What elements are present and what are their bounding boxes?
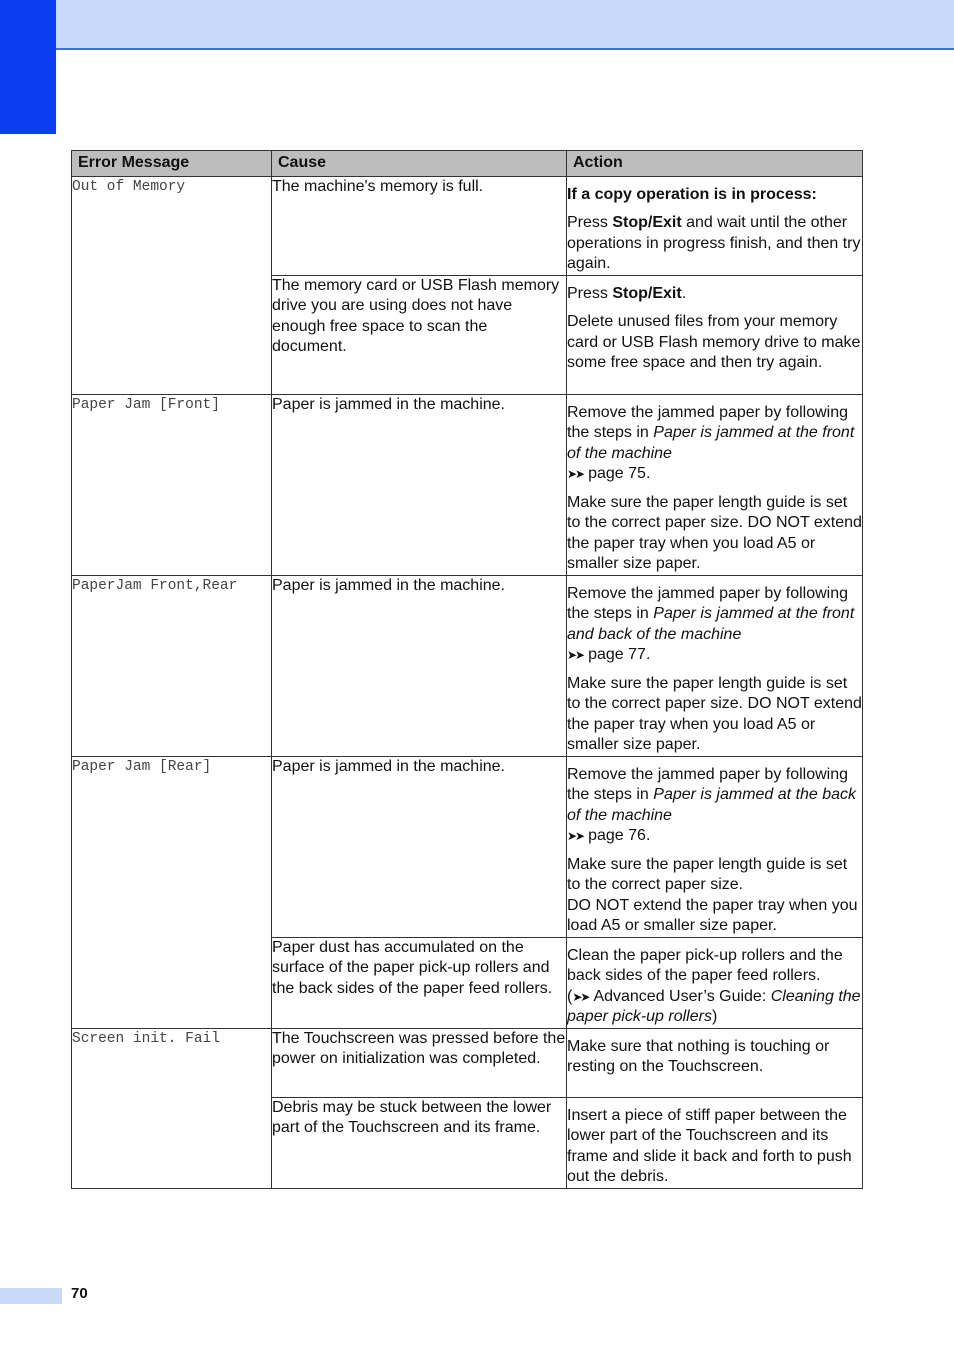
cause-cell: The machine's memory is full. [272,176,567,275]
action-text [567,403,862,485]
action-text [567,584,862,666]
cause-cell: Debris may be stuck between the lower part of the Touchscreen and its frame. [272,1097,567,1188]
cause-cell: The Touchscreen was pressed before the power on initialization was completed. [272,1028,567,1097]
error-message-cell: Out of Memory [72,176,272,394]
guide-arrow-icon: ➤➤ [572,989,589,1004]
cause-cell: Paper dust has accumulated on the surface of the paper pick-up rollers and the back sides of the paper feed rollers. [272,937,567,1028]
error-message-cell: Screen init. Fail [72,1028,272,1188]
action-line: Make sure the paper length guide is set to the correct paper size. [567,855,848,893]
action-rest: and wait until the other operations in progress finish, and then try again. [567,214,861,272]
page-arrow-icon: ➤➤ [567,648,584,662]
cause-cell: Paper is jammed in the machine. [272,394,567,575]
header-band [56,0,954,50]
action-cell [567,394,863,575]
action-text: Delete unused files from your memory card or USB Flash memory drive to make some free space and then try again. [567,313,861,371]
cause-cell: Paper is jammed in the machine. [272,575,567,756]
cross-reference: Paper is jammed at the front of the machine [567,424,855,462]
action-text [567,765,862,847]
action-cell [567,176,863,275]
action-press: Press [567,284,613,302]
action-cell [567,756,863,937]
footer-bar [0,1288,62,1304]
action-text: Insert a piece of stiff paper between the lower part of the Touchscreen and its frame and slide it back and forth to push out the debris. [567,1106,852,1185]
chapter-tab [0,0,56,134]
header-cause: Cause [272,151,567,177]
header-action: Action [567,151,863,177]
cross-reference: Cleaning the paper pick-up rollers [567,987,861,1025]
table-row [72,1028,863,1097]
page-reference: page 75. [588,465,651,482]
action-pre: Clean the paper pick-up rollers and the back sides of the paper feed rollers. ( [567,946,843,1005]
action-cell [567,1097,863,1188]
cross-reference: Paper is jammed at the back of the machine [567,786,857,824]
action-pre: Remove the jammed paper by following the steps in [567,584,849,622]
cause-cell: Paper is jammed in the machine. [272,756,567,937]
action-cell [567,1028,863,1097]
cross-reference: Paper is jammed at the front and back of the machine [567,605,855,643]
table-row [72,756,863,937]
table-row [72,575,863,756]
table-row [72,176,863,275]
action-text: Make sure that nothing is touching or resting on the Touchscreen. [567,1037,830,1075]
header-error-message: Error Message [72,151,272,177]
action-press: Press [567,214,613,231]
action-text: Make sure the paper length guide is set to the correct paper size. DO NOT extend the paper tray when you load A5 or smaller size paper. [567,674,862,753]
cause-cell: The memory card or USB Flash memory drive you are using does not have enough free space to scan the document. [272,275,567,394]
action-cell [567,937,863,1028]
action-text [567,946,862,1028]
guide-reference: Advanced User’s Guide: [593,987,771,1005]
action-pre: Remove the jammed paper by following the steps in [567,765,849,803]
action-text [567,855,862,937]
action-pre: Remove the jammed paper by following the steps in [567,403,849,441]
action-end: ) [711,1008,718,1025]
action-cell [567,275,863,394]
action-text: Make sure the paper length guide is set to the correct paper size. DO NOT extend the paper tray when you load A5 or smaller size paper. [567,493,862,572]
table-row [72,394,863,575]
error-message-cell: Paper Jam [Rear] [72,756,272,1028]
error-message-cell: Paper Jam [Front] [72,394,272,575]
page-arrow-icon: ➤➤ [567,829,584,843]
error-message-cell: PaperJam Front,Rear [72,575,272,756]
action-line: DO NOT extend the paper tray when you load A5 or smaller size paper. [567,896,858,934]
action-dot: . [681,284,687,302]
stop-exit-key: Stop/Exit [612,284,682,302]
table-header-row [72,151,863,177]
action-heading: If a copy operation is in process: [567,185,817,203]
action-text [567,284,862,305]
action-cell [567,575,863,756]
stop-exit-key: Stop/Exit [612,214,682,231]
page-reference: page 77. [588,646,651,663]
error-message-table [71,150,863,1189]
action-text [567,213,862,275]
page-reference: page 76. [588,827,651,844]
page-number: 70 [71,1285,88,1302]
page-arrow-icon: ➤➤ [567,467,584,481]
